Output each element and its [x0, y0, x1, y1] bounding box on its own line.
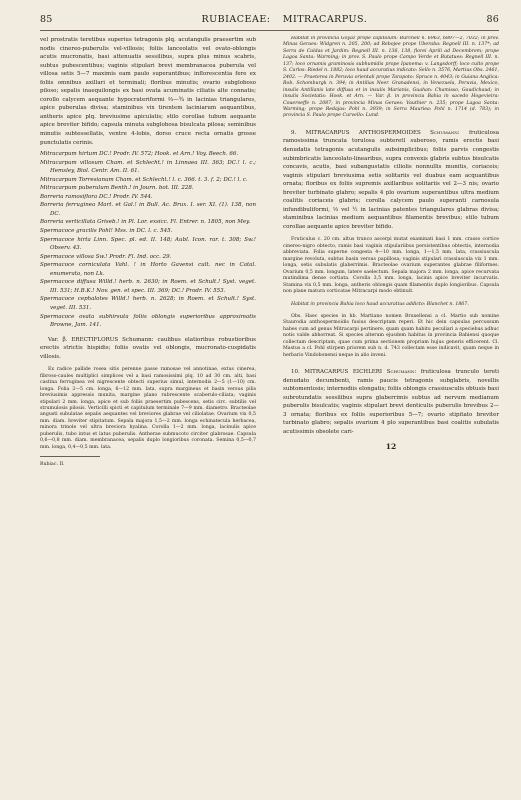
- species-9-habitat: Habitat in provincia Bahia loco haud accuratius addicto: Blanchet n. 1867.: [291, 301, 469, 307]
- synonym-entry: Spermacoce cephalotes Willd.! herb. n. 2628; in Roem. et Schult.! Syst. veget. III. 531.: [40, 296, 256, 311]
- page-number-left: 85: [40, 14, 53, 25]
- running-header: [40, 13, 499, 27]
- habitat-localities: Habitat in provincia Goyaz prope capitolum: Burchell n. 6963, 6897—2, 7032; in prov. Minas Geraes: Widgren n. 205, 200; ad Rebojee prope Uberaba: Regnell III. n. 137*; ad Serra de Caldas et Jardim: Regnell III. n. 136, 138, florei Aprili ad Decembrem; prope Lagoa Santa: Warming; in prov. S. Paulo prope Campo Verde et Butatues: Regnell III. n. 137; loco ornamis graminosis subhumidis prope Ipanema: v. Langsdorff; loco culto prope S. Carlos: Riedel n. 1882; loco haud accuratius indicato: Sello n. 3576, Martius Obs. 2461, 2402. — Praeterea in Peruvia orientali prope Tarapoto: Spruce n. 4043; in Guiana Anglica: Rob. Schomburgk n. 394; in Antilias Neer. Granadensi, in Venezuela, Peruvia, Mexico, insulis Antillanis late diffusa et in insulis Marianis, Guahan: Chamisso, Gaudichaud; in insulis Societatis: Hook. et Arn. — Var. β. in provincia Bahia in sacedo Hogevieira: Coueroeffe n. 2087; in provincia Minas Geraes: Vauthier n. 235; prope Lagoa Santa: Warming; prope Redajas: Pohl n. 3939; in Serra Mauriea: Pohl n. 1714 (d. 783); in provincia S. Paulo prope Curvello: Lund.: [283, 36, 499, 119]
- synonym-entry: Spermacoce corniculata Vahl. ! in Horto Gavensi cult. nec in Catal. enumerata, non Lk.: [40, 262, 256, 277]
- right-column: [283, 36, 499, 791]
- synonym-entry: Spermacoce villosa Sw.! Prodr. Fl. Ind. occ. 29.: [40, 253, 172, 260]
- header-rule: [40, 30, 499, 31]
- species-10-heading: 10. MITRACARPUS EICHLERI Schumann:: [291, 369, 417, 376]
- running-title-left: RUBIACEAE:: [201, 14, 271, 25]
- synonym-entry: Spermacoce ovata subhirsuta foliis oblongis superioribus approximatis Browne, Jam. 141.: [40, 313, 256, 329]
- variety-description: Var. β. ERECTIFLORUS Schumann: caulibus elatioribus robustioribus erectis strictis hispidis; foliis ovatis vel oblongis, mucronato-cuspidatis villosis.: [40, 336, 256, 360]
- synonym-entry: Mitracarpum villosum Cham. et Schlecht.! in Linnaea III. 363; DC.! l. c.; Hemsley, Biol. Centr. Am. II. 61.: [40, 159, 256, 175]
- species-9-detail: Fruticulus c. 20 cm. altus trunco ascerpi mutat examinati basi 1 mm. crasso cortice cinereo-nigro obtecto, ramis basi vaginis stipulariibus persistentibus obtectis, internodia abbreviata. Folia superne congesta 4—10 mm. longa, 1—1,5 mm. lata, crassiuscula margine revoluta, subtus basin versus papillosa; vaginis stipulari crassiuscula vix 1 mm. longa, setis subulatis glaberrimis. Bracteolae ovarium superantes glabrae filiformes. Ovarium 0,5 mm. longum, latere saelectum. Sepala majora 2 mm. longa, apice recurvata mutindima dense cortiata. Corolla 3,5 mm. longa, lacinis apice breviter incurvatis. Stamina vix 0,5 mm. longa, antheris oblongis quam filamentis duplo longioribus. Capsula non plane matura corticatae Mitracarpi modo obtinuit.: [283, 237, 499, 295]
- synonym-entry: Spermacoce diffusa Willd.! herb. n. 2630; in Roem. et Schult.! Syst. veget. III. 531; H.B.K.! Nov. gen. et spec. III. 369; DC.! Prodr. IV. 553.: [40, 279, 256, 294]
- page-number-right: 86: [486, 14, 499, 25]
- running-title-right: MITRACARPUS.: [282, 14, 368, 25]
- synonym-entry: Borreria ramosiflora DC.! Prodr. IV. 544.: [40, 193, 153, 200]
- footnote-rule: [40, 456, 100, 457]
- species-9-observation: Obs. Haec species in hb. Martiano nomen Bruxellensi a cl. Martio sub nomine Staurodia anthospermoidis fusius descriptam reperi. Et hic dein capsulas percussum habes cum ad genus Mitracarpi pertinere, quam quam habitu peculiari a speciebus adhuc notis valde abhorreat. Si species alterum ejusdem habitus in provincia Bahiensi quoque collectam descriptam, quae cum prima sectionem propriam hujus generis efficerent. Cl. Mastus a cl. Pohl stirpem priorem sub n. d. 743 collectam esse indicavit, quam neque in herbario Vindobonensi neque in alio inveni.: [283, 313, 499, 358]
- volume-footer: Rubiac. II.: [40, 462, 65, 468]
- synonym-entry: Mitracarpum puberulum Benth.! in Journ. bot. III. 228.: [40, 185, 194, 192]
- synonym-entry: Borreria verticillata Griseb.! in Pl. Lor. exsicc. Fl. Entrer. n. 1805, non Mey.: [40, 219, 251, 226]
- synonym-list: [40, 150, 256, 329]
- synonym-entry: Borreria ferruginea Mart. et Gal.! in Bull. Ac. Brux. I. ser. XI. (1). 138, non DC.: [40, 202, 256, 217]
- left-column: [40, 36, 256, 791]
- synonym-entry: Spermacoce gracilis Pohl! Mss. in DC. l. c. 545.: [40, 228, 173, 235]
- signature-mark: 12: [385, 441, 397, 451]
- species-9-entry: [283, 129, 499, 232]
- synonym-entry: Spermacoce hirta Linn. Spec. pl. ed. II. 148; Aubl. Icon. rar. t. 308; Sw.! Observ. 43.: [40, 236, 256, 252]
- species-10-description: fruticulosa trunculo tereti denudato decumbenti, ramis paucis tetragonis subglabris, novellis subtomentosis; internodiis elongatis; foliis oblongis crassiusculis obtusis basi subrotundatis sessilibus supra glaberrimis subtus ad nervum medianum puberulis bisulcatis; vaginis stipulari brevi denticulis puberulis brevibus 2—3 ornata; floribus ex foliis superioribus 5—7; ovario stipitato breviter turbinato glabro; sepalis ovarium 4 plo superantibus basi coalitis subulatis acutissimis obsolete cari-: [283, 369, 499, 435]
- species-9-description: fruticulosa ramosissima truncata torulosa subteretl suberoso, ramis erectis basi denudatis tetragonis acutangulis subsimplicibus; foliis parvis congestis subimbricatis lanceolato-linearibus, supra convexis glabris subtus bisulcatis concavis, acutis, basi subangustatis ciliolis nonnullis munitis, coriaceis; vaginis stipulari breviusima setis solitariis vel duabus eam acquantibus ornata; floribus ex foliis supremis axillaribus solitariis vel 2—3 nis; ovario breviter turbinato glabro; sepalis 4 plo ovarium superantibus ultra medium coalitis coriaceis glabris; corolla calycem paulo superanti carnosula infundibuliformi, ⅓ vel ½ in lacinias patentes triangulares glabras divisa; staminibus lacinias medium aequantibus filamentis brevibus; stilo tubum corollae aequante apice breviter bifido.: [283, 129, 499, 230]
- species-description: vel prostratis teretibus superius tetragonis plq. acutangulis praesertim sub nodis cinereo-puberulis vel-villosis; foliis lanceolatis vel ovato-oblongis acutis mucronatis, basi attenuatis sessilibus, supra plus minus scabris, subtus pubescentibus; vaginis stipulari brevi membranacea puberula vel villosa setis 5—7 maximis eam paulo superantibus; inflorescentia fere ex foliis omnibus axillari et terminali; floribus minutis; ovario subgloboso piloso; sepalis inaequilongis ex basi ovata acuminatis ciliatis alte connatis; corollo calycem aequante hypocrateriformi ⅔—¾ in lacinias triangulares, apice puberulas divisa; staminibus vix tirentem laciniarum aequantibus, antheris apice plq. breviusime apiculatis; stilo corollae tubum aequante apice breviter bifido; capsula minuta subglobosa bisulcata pilosa; seminibus minutis subtessellatis, ventre 4-lobis, dorso cruce recta ornatis grosse punctulatis cerinis.: [40, 37, 256, 146]
- species-9-heading: 9. MITRACARPUS ANTHOSPERMOIDES Schumann:: [291, 129, 460, 136]
- species-10-entry: [283, 368, 499, 436]
- synonym-entry: Mitracarpum Torresianum Cham. et Schlecht.! l. c. 366. t. 3. f. 2; DC.! l. c.: [40, 176, 248, 183]
- synonym-entry: Mitracarpum hirtum DC.! Prodr. IV. 572; Hook. et Arn.! Voy. Beech. 66.: [40, 151, 239, 158]
- detailed-description: Ex radice pallide rosea sitis perenne passe ramosae vel annotinae, extus cinerea, fibroso-caules multiplici simplices vel a basi ramosissimi plq. 10 ad 30 cm. alti, basi castina ferruginea vel nigrescente obtecti superius simul, internodis 2—5 (1—10) cm. longa. Folia 2—5 cm. longa, 6—12 mm. lata, supra margineus et basin versus pilis breviusimis appressis munita, margine plano rubrescente scaberulo-ciliata; vaginis stipulari 2 mm. longa, apice et sub foliis praesertim pubescens, setis circ. subtilis vel strumulosis pilosis. Verticilli spicti et capitulum terminale 7—9 mm. diametro. Bracteolae angusti subulatae sepalis aequantes vel breviores glabrae vel ciliolatae. Ovarium vix 0,5 mm. diam. breviter stipitatum. Sepala majora 1,5—2 mm. longa echinatecula herbacea, minora trinole vel ultra breviora hyalina. Corolla 1—2 mm. longa, lacinulis apice puberulis, tubo intus et latus puberulis. Antherae submucoto circiter glabrosae. Capsula 0,6—0,8 mm. diam. membranacea, sepalis duplo longioribus coronata. Semina 0,5—0,7 mm. longa, 0,4—0,5 mm. lata.: [40, 367, 256, 450]
